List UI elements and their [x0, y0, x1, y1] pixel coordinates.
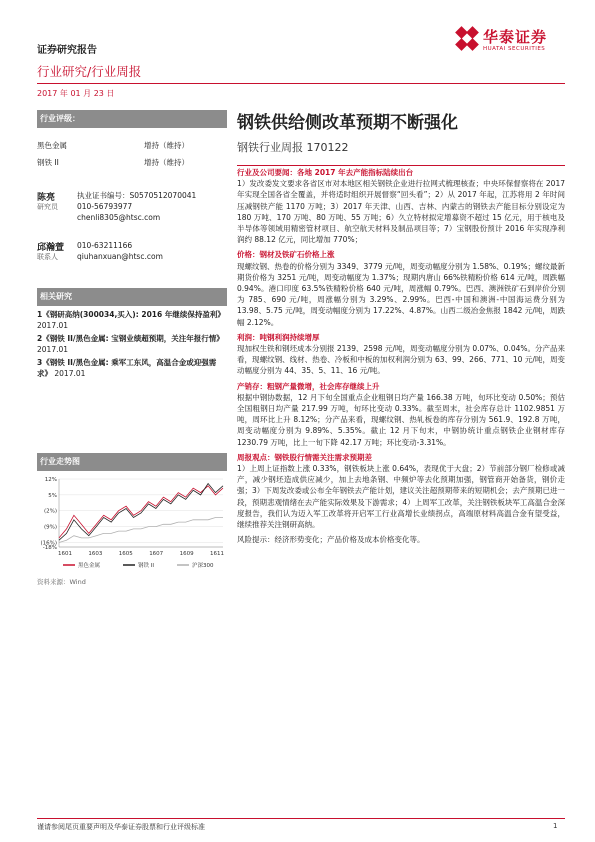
trend-chart-svg: [37, 475, 227, 575]
footer-divider: [37, 818, 565, 819]
risk-warning: 风险提示：经济形势变化；产品价格及成本价格变化等。: [237, 535, 425, 545]
section-text: 现螺纹钢、热卷的价格分别为 3349、3779 元/吨，周变动幅度分别为 1.58%、0.19%；螺纹最新期货价格为 3251 元/吨，周变动幅度为 1.37%；现期内唐山 66%铁精粉价格 614 元/吨，周跌幅 0.94%。港口印度 63.5%铁精粉价格 640 元/吨，周涨幅 0.79%。巴西、澳洲铁矿石到岸价分别为 785、690 元/吨，周涨幅分别为 3.29%、2.99%。巴西-中国和澳洲-中国海运费分别为 13.98、5.75 元/吨，周变动幅度分别为 17.22%、4.87%。山西二级冶金焦报 1842 元/吨，周跌幅 2.12%。: [237, 261, 566, 327]
section-heading: 行业及公司要闻：各地 2017 年去产能指标陆续出台: [237, 168, 414, 177]
x-tick-label: 1609: [179, 551, 194, 557]
analyst-email[interactable]: qiuhanxuan@htsc.com: [77, 252, 163, 261]
analyst-license: 执业证书编号：S0570512070041: [77, 191, 197, 200]
x-tick-label: 1603: [88, 551, 103, 557]
rating-row: [37, 157, 227, 170]
industry-trend-chart: [37, 453, 227, 569]
section-heading: 周报观点：钢铁股行情需关注需求预期差: [237, 452, 372, 462]
related-item[interactable]: 2《钢铁 II/黑色金属: 宝钢业绩超预期，关注年报行情》 2017.01: [37, 334, 224, 354]
section-text: 1）上周上证指数上涨 0.33%，钢铁板块上涨 0.64%，表现优于大盘；2）节前部分钢厂检修或减产，减少钢坯造成供应减少，加上去地条钢、中频炉等去化预期加强，钢管商开始备货，钢价走强；3）下周发改委或公布全年钢铁去产能计划，建议关注超预期带来的短期机会；去产预期已进一段，预期悲观情绪在去产能实际效果及下游需求；4）上周军工改革，关注钢铁板块军工高温合金深度报告，我们认为迈入军工改革将开启军工行业高增长业绩拐点，高端原材料高温合金有望受益，继续推荐关注钢研高纳。: [237, 464, 565, 530]
analyst-role: 研究员: [37, 203, 58, 211]
report-category: 行业研究/行业周报: [37, 64, 142, 79]
section-text: 根据中钢协数据，12 月下旬全国重点企业粗钢日均产量 166.38 万吨，旬环比变动 0.50%；预估全国粗钢日均产量 217.99 万吨，旬环比变动 0.33%。截至周末，社会库存总计 1102.9851 万吨，周环比上升 8.12%；分产品来看，现螺纹钢、热轧板卷的库存分别为 561.9、192.8 万吨，周变动幅度分别为 9.89%、5.35%。截止 12 月下旬末，中钢协统计重点钢铁企业钢材库存 1230.79 万吨，比上一旬下降 42.17 万吨；环比变动-3.31%。: [237, 392, 565, 447]
header-divider: [37, 83, 565, 84]
analyst-email[interactable]: chenli8305@htsc.com: [77, 213, 161, 222]
huatai-logo-icon: [455, 26, 479, 52]
analyst-card: [37, 190, 227, 240]
related-item[interactable]: 1《钢研高纳(300034,买入): 2016 年继续保持盈利》 2017.01: [37, 310, 225, 330]
y-tick-label: 5%: [48, 492, 57, 499]
page-subtitle: 钢铁行业周报 170122: [237, 141, 349, 154]
legend-label: 黑色金属: [78, 563, 101, 569]
report-body: [237, 167, 565, 546]
section-heading: 价格：钢材及铁矿石价格上涨: [237, 250, 335, 260]
section-text: 1）发改委发文要求各省区市对本地区相关钢铁企业进行拉网式梳理核查；中央环保督察将在 2017 年实现全国各省全覆盖，并将适时组织开展督察“回头看”；2）从 2017 年起，江苏将用 2 年时间压减钢铁产能 1170 万吨；3）2017 年天津、山西、吉林、内蒙古的钢铁去产能目标分别设定为 180 万吨、170 万吨、80 万吨、55 万吨；6）久立特材拟定增募资不超过 15 亿元，用于核电及半导体等领域用精密管材项目、航空航天材料及制品项目等；7）宝钢股份预计 2016 年实现净利润约 88.12 亿元，同比增加 770%；: [237, 179, 565, 245]
x-tick-label: 1607: [149, 551, 164, 557]
section-news: [237, 167, 565, 245]
y-tick-label: (2%): [43, 508, 57, 515]
logo-name: 华泰证券: [483, 28, 548, 46]
rating-row: [37, 140, 227, 153]
chart-source: 资料来源：Wind: [37, 578, 86, 586]
rating-heading: 行业评级：: [37, 110, 227, 128]
report-date: 2017 年 01 月 23 日: [37, 89, 115, 98]
related-heading: 相关研究: [37, 288, 227, 306]
analyst-phone: 010-63211166: [77, 241, 133, 250]
related-research-list: [37, 306, 227, 379]
rating-name: 钢铁 II: [37, 158, 59, 167]
section-inventory: [237, 381, 565, 448]
legend-label: 钢铁 II: [138, 563, 154, 569]
y-tick-label: -18%: [42, 545, 57, 551]
legend-label: 沪深300: [192, 563, 214, 569]
rating-name: 黑色金属: [37, 141, 67, 150]
rating-value: 增持（维持）: [144, 158, 189, 167]
x-tick-label: 1601: [58, 551, 72, 557]
company-logo: [455, 24, 565, 58]
rating-value: 增持（维持）: [144, 141, 189, 150]
analyst-name: 陈亮: [37, 193, 56, 203]
related-item[interactable]: 3《钢铁 II/黑色金属: 乘军工东风，高温合金或迎强需求》 2017.01: [37, 358, 217, 378]
section-text: 现加权生铁和钢坯成本分别报 2139、2598 元/吨，周变动幅度分别为 0.07%、0.04%。分产品来看，现螺纹钢、线材、热卷、冷板和中板的加权利润分别为 63、99、266、771、10 元/吨，周变动幅度分别为 44、35、5、11、16 元/吨。: [237, 344, 566, 376]
title-divider: [237, 165, 565, 166]
section-heading: 产销存：粗钢产量微增，社会库存继续上升: [237, 381, 380, 391]
page-title: 钢铁供给侧改革预期不断强化: [237, 113, 458, 133]
analyst-card: [37, 240, 227, 272]
chart-heading: 行业走势图: [37, 453, 227, 471]
page-number: 1: [553, 822, 558, 830]
x-tick-label: 1605: [118, 551, 133, 557]
x-tick-label: 1611: [210, 551, 224, 557]
footer-disclaimer: 谨请参阅尾页重要声明及华泰证券股票和行业评级标准: [37, 823, 205, 831]
main-header: [237, 108, 567, 155]
report-type: 证券研究报告: [37, 45, 97, 56]
section-heading: 利润：吨钢利润持续增厚: [237, 332, 320, 342]
series-line: [59, 518, 223, 543]
logo-english: HUATAI SECURITIES: [483, 46, 546, 52]
analyst-phone: 010-56793977: [77, 202, 133, 211]
section-price: [237, 249, 565, 327]
y-tick-label: (16%): [40, 540, 57, 547]
analyst-role: 联系人: [37, 253, 58, 261]
y-tick-label: 12%: [44, 477, 57, 483]
section-profit: [237, 332, 565, 377]
analyst-name: 邱瀚萱: [37, 243, 65, 253]
section-view: [237, 452, 565, 530]
series-line: [59, 484, 223, 541]
y-tick-label: (9%): [43, 524, 57, 531]
sidebar: [37, 110, 227, 381]
